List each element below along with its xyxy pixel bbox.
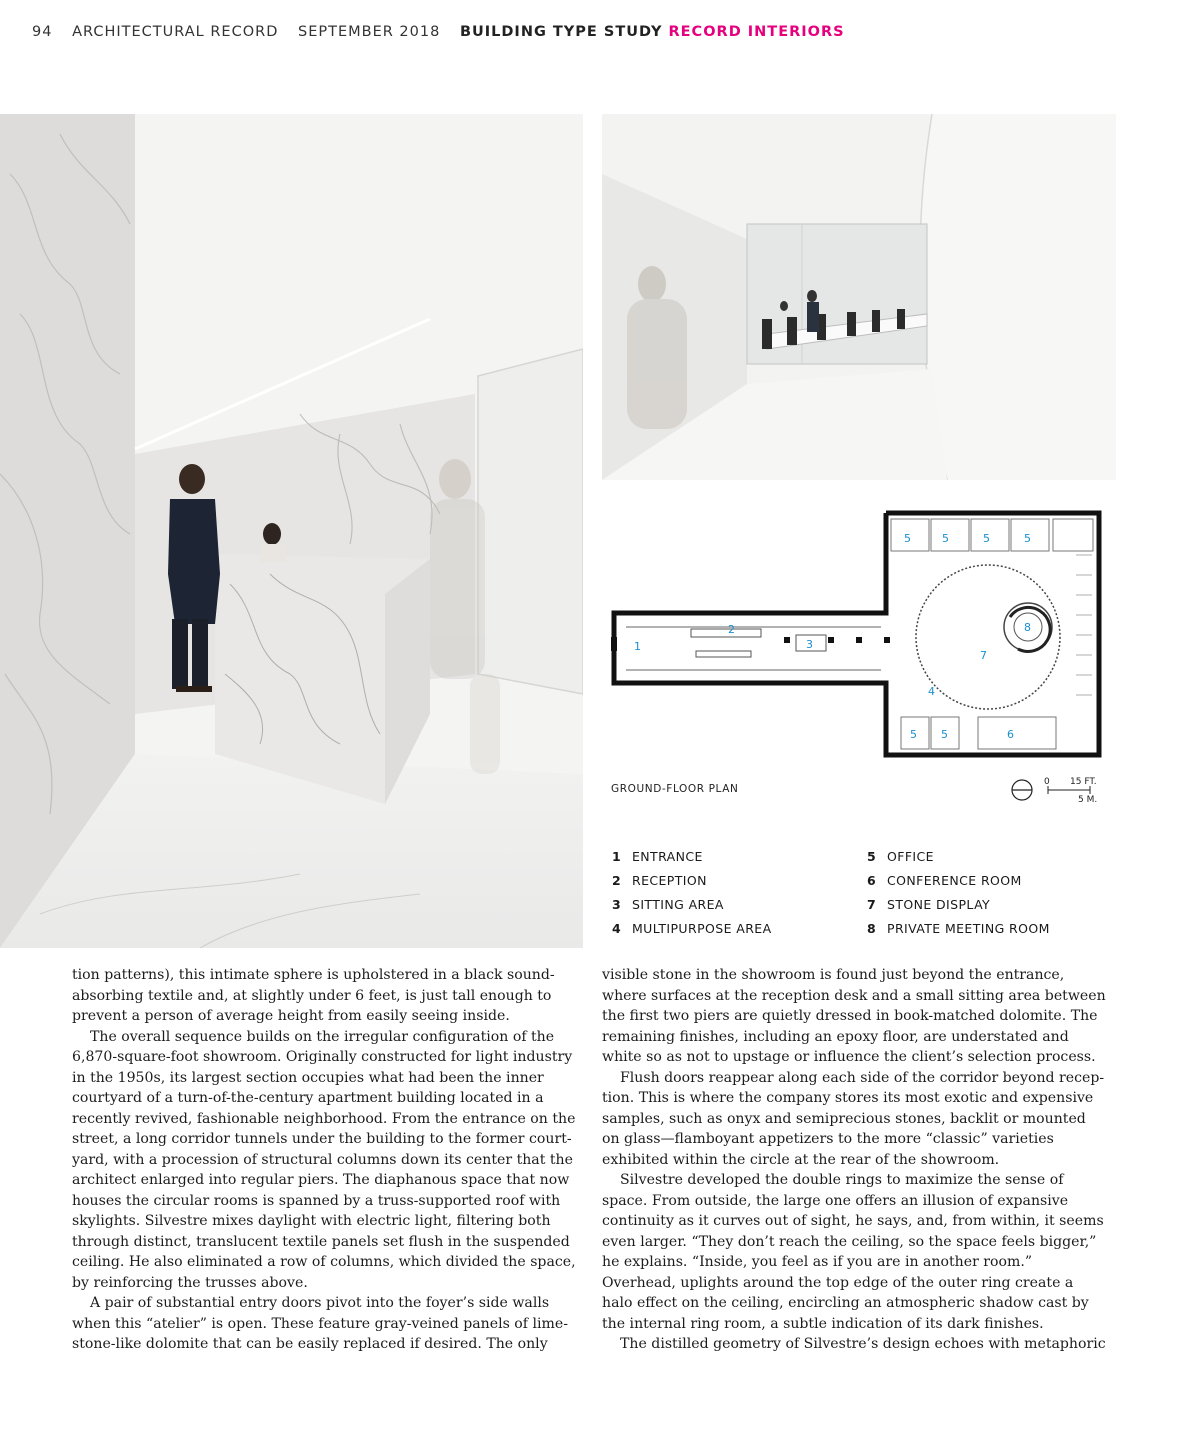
publication-name: ARCHITECTURAL RECORD bbox=[72, 24, 279, 40]
corridor-photo bbox=[602, 114, 1116, 480]
legend-item: 2 RECEPTION bbox=[612, 873, 707, 888]
paragraph: The overall sequence builds on the irregular configuration of the 6,870-square-foot showroom. Originally constructed for light industry in the 1950s, its largest section occupies what had been the inner courtyard of a turn-of-the-century apartment building located in a recently revived, fashionable neighborhood. From the entrance on the street, a long corridor tunnels under the building to the former court-yard, with a procession of structural columns down its center that the architect enlarged into regular piers. The diaphanous space that now houses the circular rooms is spanned by a truss-supported roof with skylights. Silvestre mixes daylight with electric light, filtering both through distinct, translucent textile panels set flush in the suspended ceiling. He also eliminated a row of columns, which divided the space, by reinforcing the trusses above. bbox=[72, 1028, 576, 1291]
legend-item: 4 MULTIPURPOSE AREA bbox=[612, 921, 772, 936]
legend-item: 8 PRIVATE MEETING ROOM bbox=[867, 921, 1050, 936]
paragraph: The distilled geometry of Silvestre’s design echoes with metaphoric bbox=[620, 1336, 1106, 1352]
legend-item: 5 OFFICE bbox=[867, 849, 934, 864]
legend-item: 1 ENTRANCE bbox=[612, 849, 703, 864]
legend-item: 7 STONE DISPLAY bbox=[867, 897, 991, 912]
issue-date: SEPTEMBER 2018 bbox=[297, 24, 441, 40]
legend-item: 6 CONFERENCE ROOM bbox=[867, 873, 1022, 888]
paragraph: Silvestre developed the double rings to maximize the sense of space. From outside, the large one offers an illusion of expansive continuity as it curves out of sight, he says, and, from within, it seems even larger. “They don’t reach the ceiling, so the space feels bigger,” he explains. “Inside, you feel as if you are in another room.” Overhead, uplights around the top edge of the outer ring create a halo effect on the ceiling, encircling an atmospheric shadow cast by the internal ring room, a subtle indication of its dark finishes. bbox=[602, 1172, 1104, 1332]
body-column-right bbox=[602, 965, 1106, 1355]
plan-label-5d: 5 bbox=[1024, 532, 1031, 545]
plan-label-5a: 5 bbox=[904, 532, 911, 545]
plan-label-5c: 5 bbox=[983, 532, 990, 545]
floor-plan-drawing bbox=[606, 505, 1106, 805]
plan-label-3: 3 bbox=[806, 638, 813, 651]
running-header bbox=[32, 24, 859, 46]
plan-label-6: 6 bbox=[1007, 728, 1014, 741]
plan-label-4: 4 bbox=[928, 685, 935, 698]
reception-photo bbox=[0, 114, 583, 948]
paragraph: A pair of substantial entry doors pivot into the foyer’s side walls when this “atelier” is open. These feature gray-veined panels of lime-stone-like dolomite that can be easily replaced if desired. The only bbox=[72, 1295, 568, 1352]
scale-bar bbox=[1010, 774, 1110, 808]
legend-item: 3 SITTING AREA bbox=[612, 897, 724, 912]
scale-meters: 5 M. bbox=[1078, 795, 1098, 805]
plan-label-2: 2 bbox=[728, 623, 735, 636]
corridor-photo-illustration bbox=[602, 114, 1116, 480]
section-title: BUILDING TYPE STUDY bbox=[459, 24, 663, 40]
subsection-title: RECORD INTERIORS bbox=[668, 24, 845, 40]
ground-floor-plan bbox=[606, 505, 1106, 805]
legend-column-right bbox=[867, 849, 1050, 945]
plan-label-8: 8 bbox=[1024, 621, 1031, 634]
scale-zero: 0 bbox=[1044, 777, 1050, 787]
body-column-left bbox=[72, 965, 576, 1355]
plan-label-5f: 5 bbox=[941, 728, 948, 741]
legend-column-left bbox=[612, 849, 772, 945]
page-number: 94 bbox=[32, 24, 53, 40]
scale-feet: 15 FT. bbox=[1070, 777, 1097, 787]
plan-caption: GROUND-FLOOR PLAN bbox=[611, 783, 739, 795]
plan-label-1: 1 bbox=[634, 640, 641, 653]
paragraph: tion patterns), this intimate sphere is upholstered in a black sound-absorbing textile and, at slightly under 6 feet, is just tall enough to prevent a person of average height from easily seeing inside. bbox=[72, 967, 555, 1024]
plan-label-5b: 5 bbox=[942, 532, 949, 545]
plan-label-7: 7 bbox=[980, 649, 987, 662]
plan-label-5e: 5 bbox=[910, 728, 917, 741]
reception-photo-illustration bbox=[0, 114, 583, 948]
paragraph: Flush doors reappear along each side of the corridor beyond recep-tion. This is where the company stores its most exotic and expensive samples, such as onyx and semiprecious stones, backlit or mounted on glass—flamboyant appetizers to the more “classic” varieties exhibited within the circle at the rear of the showroom. bbox=[602, 1069, 1105, 1168]
paragraph: visible stone in the showroom is found just beyond the entrance, where surfaces at the reception desk and a small sitting area between the first two piers are quietly dressed in book-matched dolomite. The remaining finishes, including an epoxy floor, are understated and white so as not to upstage or influence the client’s selection process. bbox=[602, 967, 1106, 1065]
